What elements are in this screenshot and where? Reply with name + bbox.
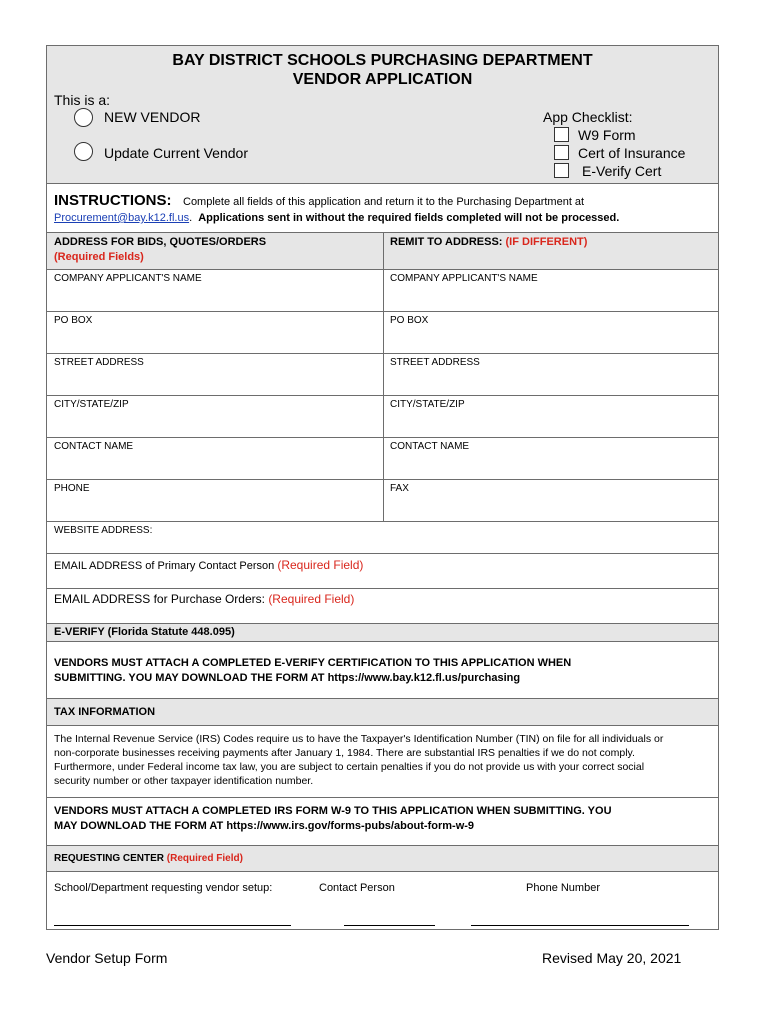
tax-heading: TAX INFORMATION bbox=[54, 706, 156, 718]
remit-street-address-field[interactable]: STREET ADDRESS bbox=[390, 357, 480, 368]
primary-email-required: (Required Field) bbox=[277, 558, 364, 572]
phone-number-input[interactable] bbox=[471, 925, 689, 926]
phone-field[interactable]: PHONE bbox=[54, 483, 90, 494]
tax-heading-row bbox=[47, 699, 718, 725]
remit-contact-name-field[interactable]: CONTACT NAME bbox=[390, 441, 470, 452]
vendor-application-form bbox=[46, 45, 719, 930]
company-name-field[interactable]: COMPANY APPLICANT'S NAME bbox=[54, 273, 202, 284]
update-vendor-radio[interactable] bbox=[74, 142, 93, 161]
everify-instruction-line1: VENDORS MUST ATTACH A COMPLETED E-VERIFY CERTIFICATION TO THIS APPLICATION WHEN bbox=[54, 657, 572, 669]
tax-line: non-corporate businesses receiving payments after January 1, 1984. There are substantial IRS penalties if we do not comply. bbox=[54, 747, 635, 759]
insurance-label: Cert of Insurance bbox=[578, 145, 686, 161]
instructions-text: Complete all fields of this application and return it to the Purchasing Department at bbox=[183, 196, 585, 208]
po-email-required: (Required Field) bbox=[268, 592, 355, 606]
everify-heading-row bbox=[47, 624, 718, 641]
po-email-field[interactable]: EMAIL ADDRESS for Purchase Orders: bbox=[54, 592, 265, 606]
update-vendor-label: Update Current Vendor bbox=[104, 145, 248, 161]
checklist-title: App Checklist: bbox=[543, 109, 633, 125]
contact-person-label: Contact Person bbox=[319, 882, 395, 894]
contact-person-input[interactable] bbox=[344, 925, 435, 926]
this-is-a-label: This is a: bbox=[54, 92, 111, 108]
bids-address-heading: ADDRESS FOR BIDS, QUOTES/ORDERS bbox=[54, 236, 267, 248]
remit-po-box-field[interactable]: PO BOX bbox=[390, 315, 429, 326]
po-box-field[interactable]: PO BOX bbox=[54, 315, 93, 326]
website-field[interactable]: WEBSITE ADDRESS: bbox=[54, 525, 153, 536]
everify-checkbox[interactable] bbox=[554, 163, 569, 178]
w9-instruction-line1: VENDORS MUST ATTACH A COMPLETED IRS FORM W-9 TO THIS APPLICATION WHEN SUBMITTING. YOU bbox=[54, 805, 612, 817]
header-section bbox=[47, 46, 718, 183]
new-vendor-label: NEW VENDOR bbox=[104, 109, 201, 125]
instructions-warning: Applications sent in without the required fields completed will not be processed. bbox=[198, 212, 620, 224]
insurance-checkbox[interactable] bbox=[554, 145, 569, 160]
contact-name-field[interactable]: CONTACT NAME bbox=[54, 441, 134, 452]
phone-number-label: Phone Number bbox=[526, 882, 600, 894]
school-department-label: School/Department requesting vendor setup: bbox=[54, 882, 273, 894]
tax-line: Furthermore, under Federal income tax law, you are subject to certain penalties if you do not provide us with your correct social bbox=[54, 761, 645, 773]
footer-revised-date: Revised May 20, 2021 bbox=[542, 950, 682, 966]
remit-company-name-field[interactable]: COMPANY APPLICANT'S NAME bbox=[390, 273, 538, 284]
instructions-period: . bbox=[189, 212, 193, 224]
requesting-heading: REQUESTING CENTER bbox=[54, 853, 165, 864]
tax-line: security number or other taxpayer identification number. bbox=[54, 775, 314, 787]
footer-form-name: Vendor Setup Form bbox=[46, 950, 168, 966]
remit-city-state-zip-field[interactable]: CITY/STATE/ZIP bbox=[390, 399, 465, 410]
fax-field[interactable]: FAX bbox=[390, 483, 409, 494]
w9-checkbox[interactable] bbox=[554, 127, 569, 142]
new-vendor-radio[interactable] bbox=[74, 108, 93, 127]
remit-if-different: (IF DIFFERENT) bbox=[505, 236, 588, 248]
procurement-email-link[interactable]: Procurement@bay.k12.fl.us bbox=[54, 212, 190, 224]
requesting-heading-row bbox=[47, 846, 718, 871]
form-title-line2: VENDOR APPLICATION bbox=[292, 71, 473, 88]
bids-required-note: (Required Fields) bbox=[54, 251, 144, 263]
requesting-required: (Required Field) bbox=[166, 853, 243, 864]
remit-address-heading: REMIT TO ADDRESS: bbox=[390, 236, 503, 248]
everify-heading: E-VERIFY (Florida Statute 448.095) bbox=[54, 626, 235, 638]
everify-label: E-Verify Cert bbox=[582, 163, 662, 179]
city-state-zip-field[interactable]: CITY/STATE/ZIP bbox=[54, 399, 129, 410]
tax-paragraph bbox=[54, 732, 663, 788]
primary-email-field[interactable]: EMAIL ADDRESS of Primary Contact Person bbox=[54, 560, 275, 572]
instructions-heading: INSTRUCTIONS: bbox=[54, 192, 172, 209]
everify-instruction-line2: SUBMITTING. YOU MAY DOWNLOAD THE FORM AT https://www.bay.k12.fl.us/purchasing bbox=[54, 672, 521, 684]
school-department-input[interactable] bbox=[54, 925, 291, 926]
form-title-line1: BAY DISTRICT SCHOOLS PURCHASING DEPARTMENT bbox=[172, 52, 593, 69]
w9-label: W9 Form bbox=[578, 127, 636, 143]
tax-line: The Internal Revenue Service (IRS) Codes require us to have the Taxpayer's Identification Number (TIN) on file for all individuals or bbox=[54, 733, 664, 745]
w9-instruction-line2: MAY DOWNLOAD THE FORM AT https://www.irs.gov/forms-pubs/about-form-w-9 bbox=[54, 820, 475, 832]
street-address-field[interactable]: STREET ADDRESS bbox=[54, 357, 144, 368]
